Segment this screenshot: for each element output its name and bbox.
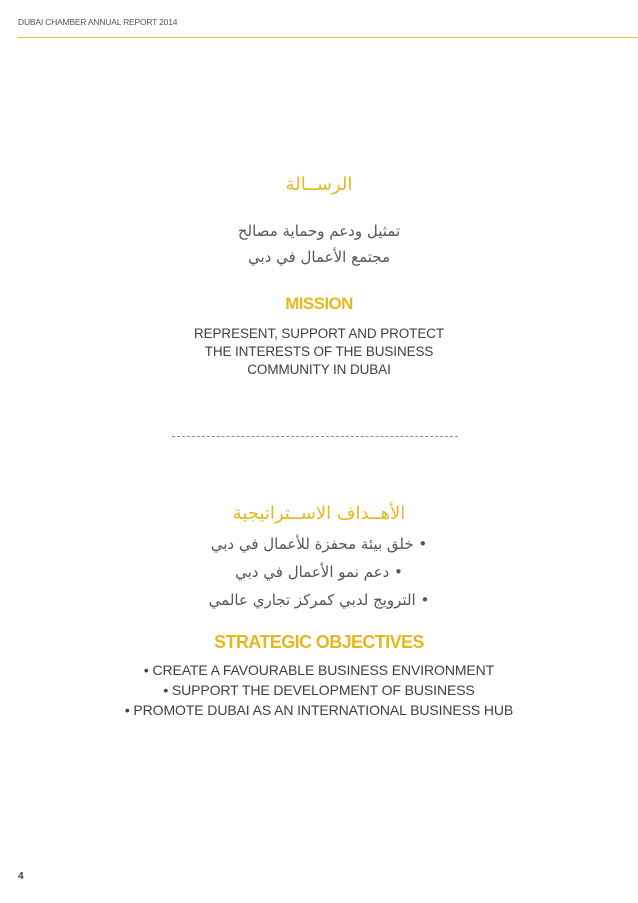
page-number: 4 — [18, 871, 24, 882]
header-rule — [18, 37, 638, 38]
objectives-arabic-list — [0, 530, 638, 614]
mission-arabic-block — [0, 174, 638, 196]
mission-title: MISSION — [285, 294, 353, 313]
mission-arabic-line: مجتمع الأعمال في دبي — [247, 248, 391, 266]
section-divider — [172, 436, 458, 437]
objectives-item: • PROMOTE DUBAI AS AN INTERNATIONAL BUSINESS HUB — [124, 702, 514, 718]
mission-arabic-text — [0, 218, 638, 270]
objectives-list — [0, 660, 638, 720]
mission-text — [0, 325, 638, 379]
objectives-arabic-item: • خلق بيئة محفزة للأعمال في دبي — [210, 535, 428, 553]
mission-line: REPRESENT, SUPPORT AND PROTECT — [193, 326, 445, 341]
objectives-item: • CREATE A FAVOURABLE BUSINESS ENVIRONMENT — [143, 662, 495, 678]
objectives-block — [0, 630, 638, 654]
objectives-arabic-title: الأهــداف الاســتراتيجية — [232, 503, 406, 524]
mission-block — [0, 293, 638, 315]
objectives-arabic-item: • الترويج لدبي كمركز تجاري عالمي — [208, 591, 430, 609]
mission-line: THE INTERESTS OF THE BUSINESS — [204, 344, 434, 359]
objectives-arabic-item: • دعم نمو الأعمال في دبي — [235, 563, 403, 581]
objectives-title: STRATEGIC OBJECTIVES — [214, 632, 424, 652]
mission-arabic-title: الرســالة — [285, 174, 353, 195]
report-header-label: DUBAI CHAMBER ANNUAL REPORT 2014 — [18, 17, 178, 27]
objectives-item: • SUPPORT THE DEVELOPMENT OF BUSINESS — [163, 682, 475, 698]
objectives-arabic-block — [0, 503, 638, 525]
mission-line: COMMUNITY IN DUBAI — [247, 362, 391, 377]
mission-arabic-line: تمثيل ودعم وحماية مصالح — [237, 222, 401, 240]
